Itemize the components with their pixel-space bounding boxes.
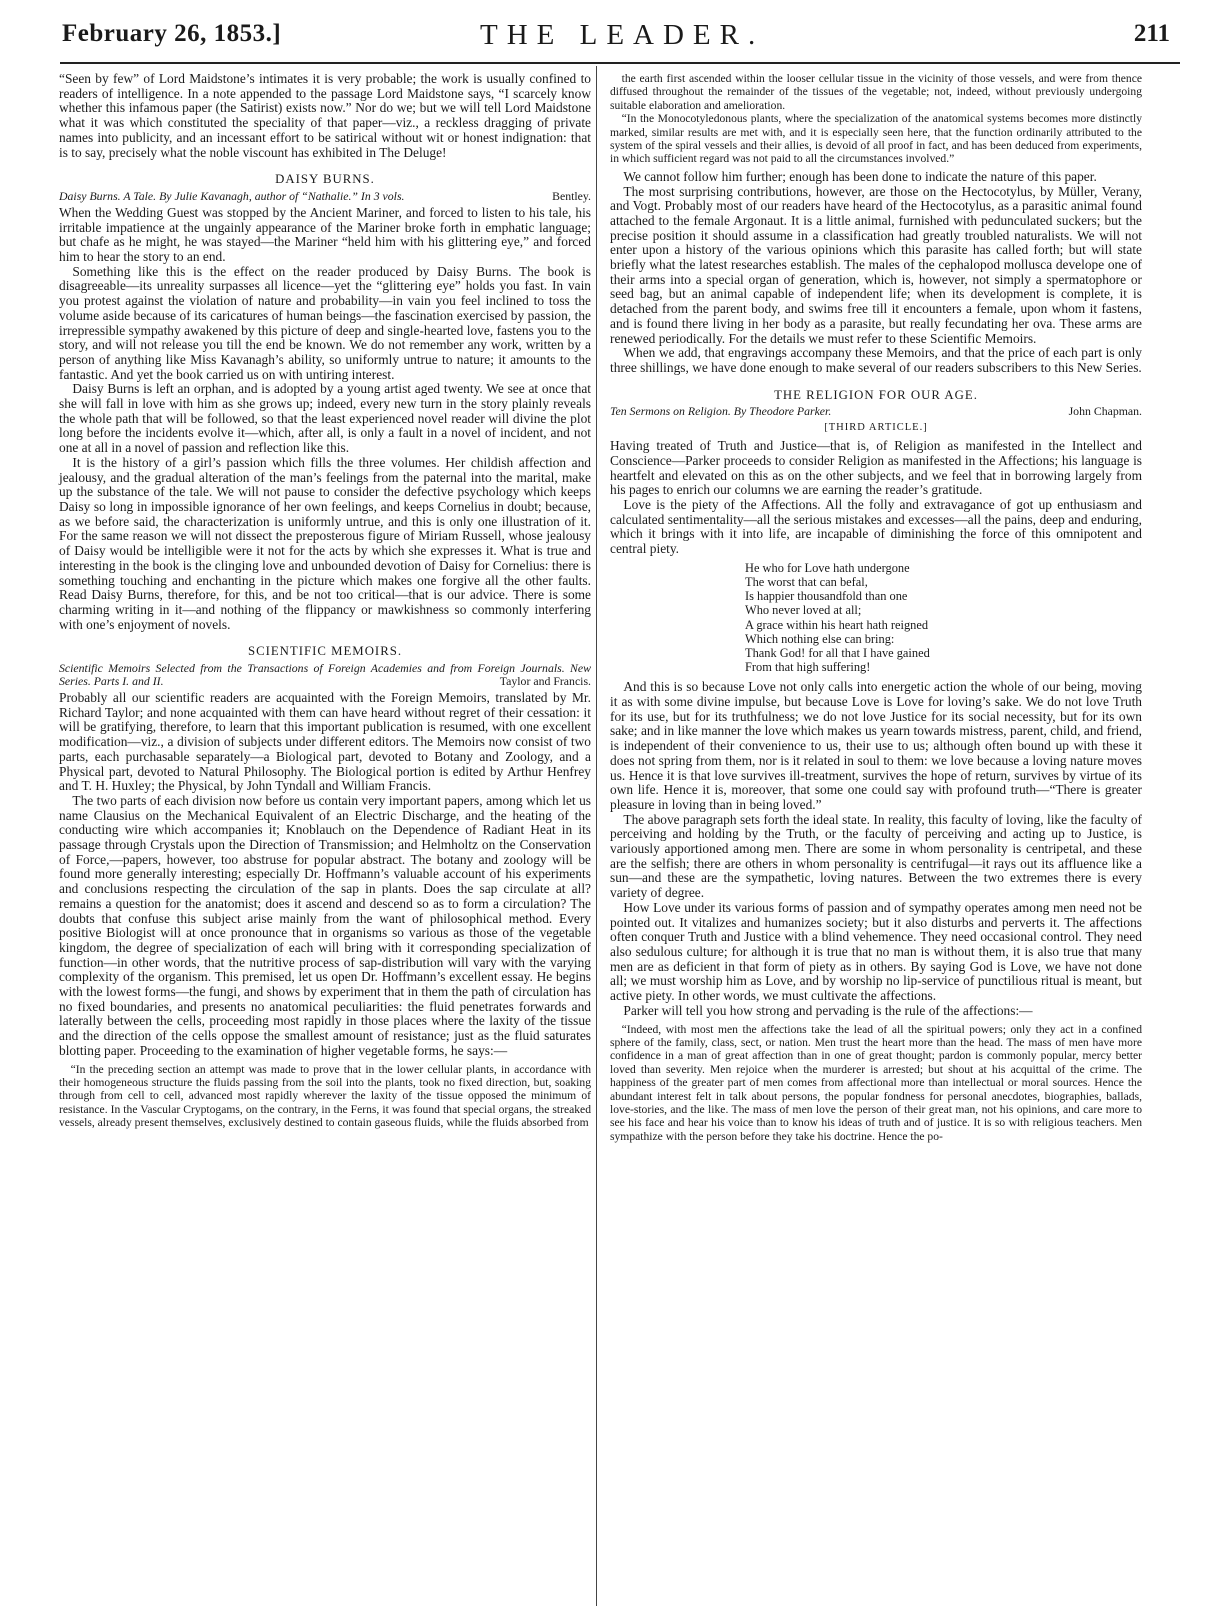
masthead-rule (60, 62, 1180, 64)
sci-paragraph-4: The most surprising contributions, however, are those on the Hectocotylus, by Müller, Verany, and Vogt. Probably most of our readers have heard of the Hectocotylus, as a parasitic animal found attached to the female Argonaut. It is a little animal, furnished with pedunculated suckers; but the precise position it should assume in a classification had greatly troubled naturalists. We will not enter upon a history of the various opinions which this parasite has called forth; but will state briefly what the latest researches establish. The males of the cephalopod mollusca develope one of their arms into a special organ of generation, which is, however, not simply a spermatophore or seed bag, but an animal capable of independent life; when its development is complete, it is detached from the parent body, and swims free till it encounters a female, upon whom it fastens, and is found there living in her body as a parasite, but really fecundating her ova. These arms are renewed periodically. For the details we must refer to these Scientific Memoirs. (610, 183, 1142, 346)
sci-quote-continued: the earth first ascended within the looser cellular tissue in the vicinity of those vessels, and were from thence diffused throughout the remainder of the tissues of the vegetable; not, indeed, without previously undergoing suitable elaboration and amelioration. (610, 72, 1142, 112)
poem-line: Which nothing else can bring: (745, 631, 895, 646)
poem-line: Thank God! for all that I have gained (745, 645, 930, 660)
third-article-label: [THIRD ARTICLE.] (824, 422, 928, 434)
religion-paragraph-1: Having treated of Truth and Justice—that is, of Religion as manifested in the Intellect and Conscience—Parker proceeds to consider Religion as manifested in the Affections; his language is heartfelt and elevated on this as on the other subjects, and we feel that in borrowing largely from his pages to enrich our columns we are earning the reader’s gratitude. (610, 438, 1142, 498)
daisy-paragraph-2: Something like this is the effect on the reader produced by Daisy Burns. The book is disagreeable—its unreality surpasses all licence—yet the “glittering eye” holds you fast. In vain you protest against the violation of nature and probability—in vain you feel inclined to toss the volume aside because of its caricatures of human beings—the fascination exercised by passion, the irrepressible sympathy awakened by this picture of deep and single-hearted love, fastens you to the story, and will not release you till the end be known. We do not remember any work, written by a person of anything like Miss Kavanagh’s ability, so uniformly untrue to nature; it amounts to the fantastic. And yet the book carried us on with untiring interest. (59, 263, 591, 382)
religion-paragraph-3: And this is so because Love not only calls into energetic action the whole of our being, moving it as with some divine impulse, but because Love is Love for loving’s sake. We do not love Truth for its use, but for its truthfulness; we do not love Justice for its social necessity, but for its own sake; and in like manner the love which makes us yearn towards mistress, parent, child, and friend, is independent of their convenience to us, their use to us; although often bound up with these it does not spring from them, nor is it related in soul to them: we love because a loving nature moves us. Hence it is that love survives ill-treatment, survives the hope of return, survives by virtue of its own life. Hence it is, moreover, that some one could say with profound truth—“There is greater pleasure in loving than in being loved.” (610, 679, 1142, 812)
religion-paragraph-2: Love is the piety of the Affections. All the folly and extravagance of got up enthusiasm and calculated sentimentality—all the serious mistakes and excesses—all the pains, deep and enduring, which it brings with it into life, are incapable of diminishing the force of this omnipotent and central piety. (610, 496, 1142, 557)
poem (745, 561, 1142, 675)
religion-paragraph-4: The above paragraph sets forth the ideal state. In reality, this faculty of loving, like the faculty of perceiving and holding by the Truth, or the faculty of perceiving and acting up to Justice, is variously apportioned among men. There are some in whom personality is centripetal, and these are the selfish; there are others in whom personality is centrifugal—it rays out its affluence like a sun—and these are the sympathetic, loving natures. Between the two extremes there is every variety of degree. (610, 811, 1142, 901)
rel-ref-publisher: John Chapman. (1068, 404, 1142, 419)
daisy-paragraph-4: It is the history of a girl’s passion which fills the three volumes. Her childish affection and jealousy, and the gradual alteration of the man’s feelings from the paternal into the marital, make up the substance of the tale. We will not pause to consider the defective psychology which keeps Daisy so long in impossible ignorance of her own feelings, and keeps Cornelius in doubt; because, as we before said, the characterization is uniformly untrue, and this is only one illustration of it. For the same reason we will not dissect the preposterous figure of Miriam Russell, whose jealousy of Daisy would be intelligible were it not for the acts by which she expresses it. What is true and interesting in the book is the clinging love and unbounded devotion of Daisy for Cornelius: there is something touching and enchanting in the picture which makes one forgive all the other faults. Read Daisy Burns, therefore, for this, and be not too critical—that is our advice. There is some charming writing in it—and nothing of the flippancy or mawkishness so commonly interfering with one’s enjoyment of novels. (59, 454, 591, 632)
rel-ref-text: Ten Sermons on Religion. By Theodore Parker. (610, 404, 832, 419)
left-column (59, 72, 591, 1130)
sci-ref-text: Scientific Memoirs Selected from the Transactions of Foreign Academies and from Foreign Journals. New Series. Parts I. and II. (59, 661, 591, 689)
sci-quote: “In the preceding section an attempt was made to prove that in the lower cellular plants, in accordance with their homogeneous structure the fluids passing from the soil into the plants, took no fixed direction, but, soaking through from cell to cell, advanced most rapidly wherever the laxity of the tissue opposed the minimum of resistance. In the Vascular Cryptogams, on the contrary, in the Ferns, it was found that special organs, the streaked vessels, already present themselves, exclusively destined to contain gaseous fluids, while the fluids absorbed from (59, 1062, 591, 1130)
daisy-ref-publisher: Bentley. (552, 188, 591, 203)
masthead (40, 14, 1180, 54)
newspaper-title: THE LEADER. (480, 19, 765, 51)
daisy-paragraph-3: Daisy Burns is left an orphan, and is adopted by a young artist aged twenty. We see at once that she will fall in love with him as she grows up; indeed, every new turn in the story plainly reveals the whole path that will be followed, so that the least experienced novel reader will divine the plot long before the incidents evolve it—which, after all, is only a fault in a novel of incident, and not one at all in a novel of passion and reflection like this. (59, 381, 591, 456)
scientific-memoirs-heading: SCIENTIFIC MEMOIRS. (247, 644, 403, 659)
religion-reference (610, 405, 1142, 418)
sci-ref-publisher: Taylor and Francis. (499, 674, 591, 689)
right-column (610, 72, 1142, 1143)
poem-line: Who never loved at all; (745, 603, 862, 618)
poem-line: Is happier thousandfold than one (745, 589, 908, 604)
poem-line: He who for Love hath undergone (745, 560, 910, 575)
sci-paragraph-1: Probably all our scientific readers are acquainted with the Foreign Memoirs, translated by Mr. Richard Taylor; and none acquainted with them can have heard without regret of their cessation: it will be gratifying, therefore, to learn that this important publication is resumed, with one excellent modification—viz., a division of subjects under different editors. The Memoirs now consist of two parts, each purchasable separately—a Biological part, devoted to Botany and Zoology, and a Physical part, devoted to Natural Philosophy. The Biological portion is edited by Arthur Henfrey and T. H. Huxley; the Physical, by John Tyndall and William Francis. (59, 690, 591, 794)
poem-line: From that high suffering! (745, 660, 871, 675)
religion-paragraph-5: How Love under its various forms of passion and of sympathy operates among men need not be pointed out. It vitalizes and humanizes society; but it also disturbs and perverts it. The affections often conquer Truth and Justice with a blind vehemence. They need occasional control. They need also sedulous culture; for although it is true that no man is without them, it is also true that many men are as deficient in that form of piety as in others. By saying God is Love, we have not done all; we must worship him as Love, and by worship no lip-service of punctilious ritual is meant, but active piety. In other words, we must cultivate the affections. (610, 899, 1142, 1004)
daisy-ref-text: Daisy Burns. A Tale. By Julie Kavanagh, author of “Nathalie.” In 3 vols. (59, 188, 405, 203)
intro-paragraph: “Seen by few” of Lord Maidstone’s intimates it is very probable; the work is usually confined to readers of intelligence. In a note appended to the passage Lord Maidstone says, “I scarcely know whether this infamous paper (the Satirist) exists now.” Nor do we; but we will tell Lord Maidstone what it was which constituted the speciality of that paper—viz., a reckless dragging of private names into publicity, and an incessant effort to be satirical without wit or honest indignation: that is to say, precisely what the noble viscount has exhibited in The Deluge! (59, 71, 591, 160)
religion-paragraph-6: Parker will tell you how strong and pervading is the rule of the affections:— (623, 1002, 1033, 1018)
poem-line: The worst that can befal, (745, 574, 868, 589)
sci-paragraph-5: When we add, that engravings accompany these Memoirs, and that the price of each part is only three shillings, we have done enough to make several of our readers subscribers to this New Series. (610, 345, 1142, 375)
column-divider (596, 66, 597, 1606)
religion-quote: “Indeed, with most men the affections take the lead of all the spiritual powers; only they act in a confined sphere of the family, class, sect, or nation. Men trust the heart more than the head. The mass of men have more confidence in a man of great affection than in one of great thought; pardon is commonly popular, mercy better loved than severity. Men rejoice when the murderer is arrested; but shout at his acquittal of the crime. The happiness of the greater part of men comes from affectional more than intellectual or moral sources. Hence the abundant interest felt in talk about persons, the popular fondness for personal anecdotes, biographies, ballads, love-stories, and the like. The mass of men love the person of their great man, not his opinions, and care more to see his face and hear his voice than to know his ideas of truth and of justice. It is so with religious teachers. Men sympathize with the person before they take his doctrine. Hence the po- (610, 1022, 1142, 1143)
issue-date: February 26, 1853.] (62, 20, 282, 47)
daisy-burns-heading: DAISY BURNS. (275, 172, 375, 187)
daisy-paragraph-1: When the Wedding Guest was stopped by the Ancient Mariner, and forced to listen to his tale, his irritable impatience at the ungainly appearance of the Mariner broke forth in emphatic language; but chafe as he might, he was stayed—the Mariner “held him with his glittering eye,” and forced him to hear the story to an end. (59, 204, 591, 265)
scientific-memoirs-reference (59, 662, 591, 688)
poem-line: A grace within his heart hath reigned (745, 617, 929, 632)
sci-paragraph-3: We cannot follow him further; enough has been done to indicate the nature of this paper. (623, 168, 1097, 184)
sci-paragraph-2: The two parts of each division now before us contain very important papers, among which let us name Clausius on the Mechanical Equivalent of an Electric Discharge, and the heating of the conducting wire which accompanies it; Knoblauch on the Dependence of Radiant Heat in its passage through Crystals upon the Direction of Transmission; and Helmholtz on the Conservation of Force,—papers, however, too abstruse for popular abstract. The botany and zoology will be found more generally interesting; especially Dr. Hoffmann’s valuable account of his experiments and conclusions respecting the circulation of the sap in plants. Does the sap circulate at all? remains a question for the anatomist; does it ascend and descend so as to form a circulation? The doubts that confuse this subject arise mainly from the want of philosophical method. Every positive Biologist will at once pronounce that in organisms so various as those of the vegetable kingdom, the degree of specialization of each will bring with it corresponding specialization of function—in other words, that the nutritive process of sap-distribution will vary with the varying complexity of the organism. This premised, let us open Dr. Hoffmann’s excellent essay. He begins with the lowest forms—the fungi, and shows by experiment that in them the path of circulation has no fixed boundaries, and presents no anatomical peculiarities: the fluid penetrates forwards and laterally between the cells, proceeding most rapidly in those places where the laxity of the tissue and the direction of the cells oppose the smallest amount of resistance; just as the fluid saturates blotting paper. Proceeding to the examination of higher vegetable forms, he says:— (59, 792, 591, 1058)
sci-quote-continued-2: “In the Monocotyledonous plants, where the specialization of the anatomical systems becomes more distinctly marked, similar results are met with, and it is especially seen here, that the function ordinarily attributed to the system of the spiral vessels and their allies, is devoid of all proof in fact, and has been deduced from experiments, in which sufficient regard was not paid to all the circumstances involved.” (610, 112, 1142, 166)
religion-heading: THE RELIGION FOR OUR AGE. (774, 387, 978, 402)
page-number: 211 (1133, 20, 1170, 47)
daisy-burns-reference (59, 190, 591, 203)
